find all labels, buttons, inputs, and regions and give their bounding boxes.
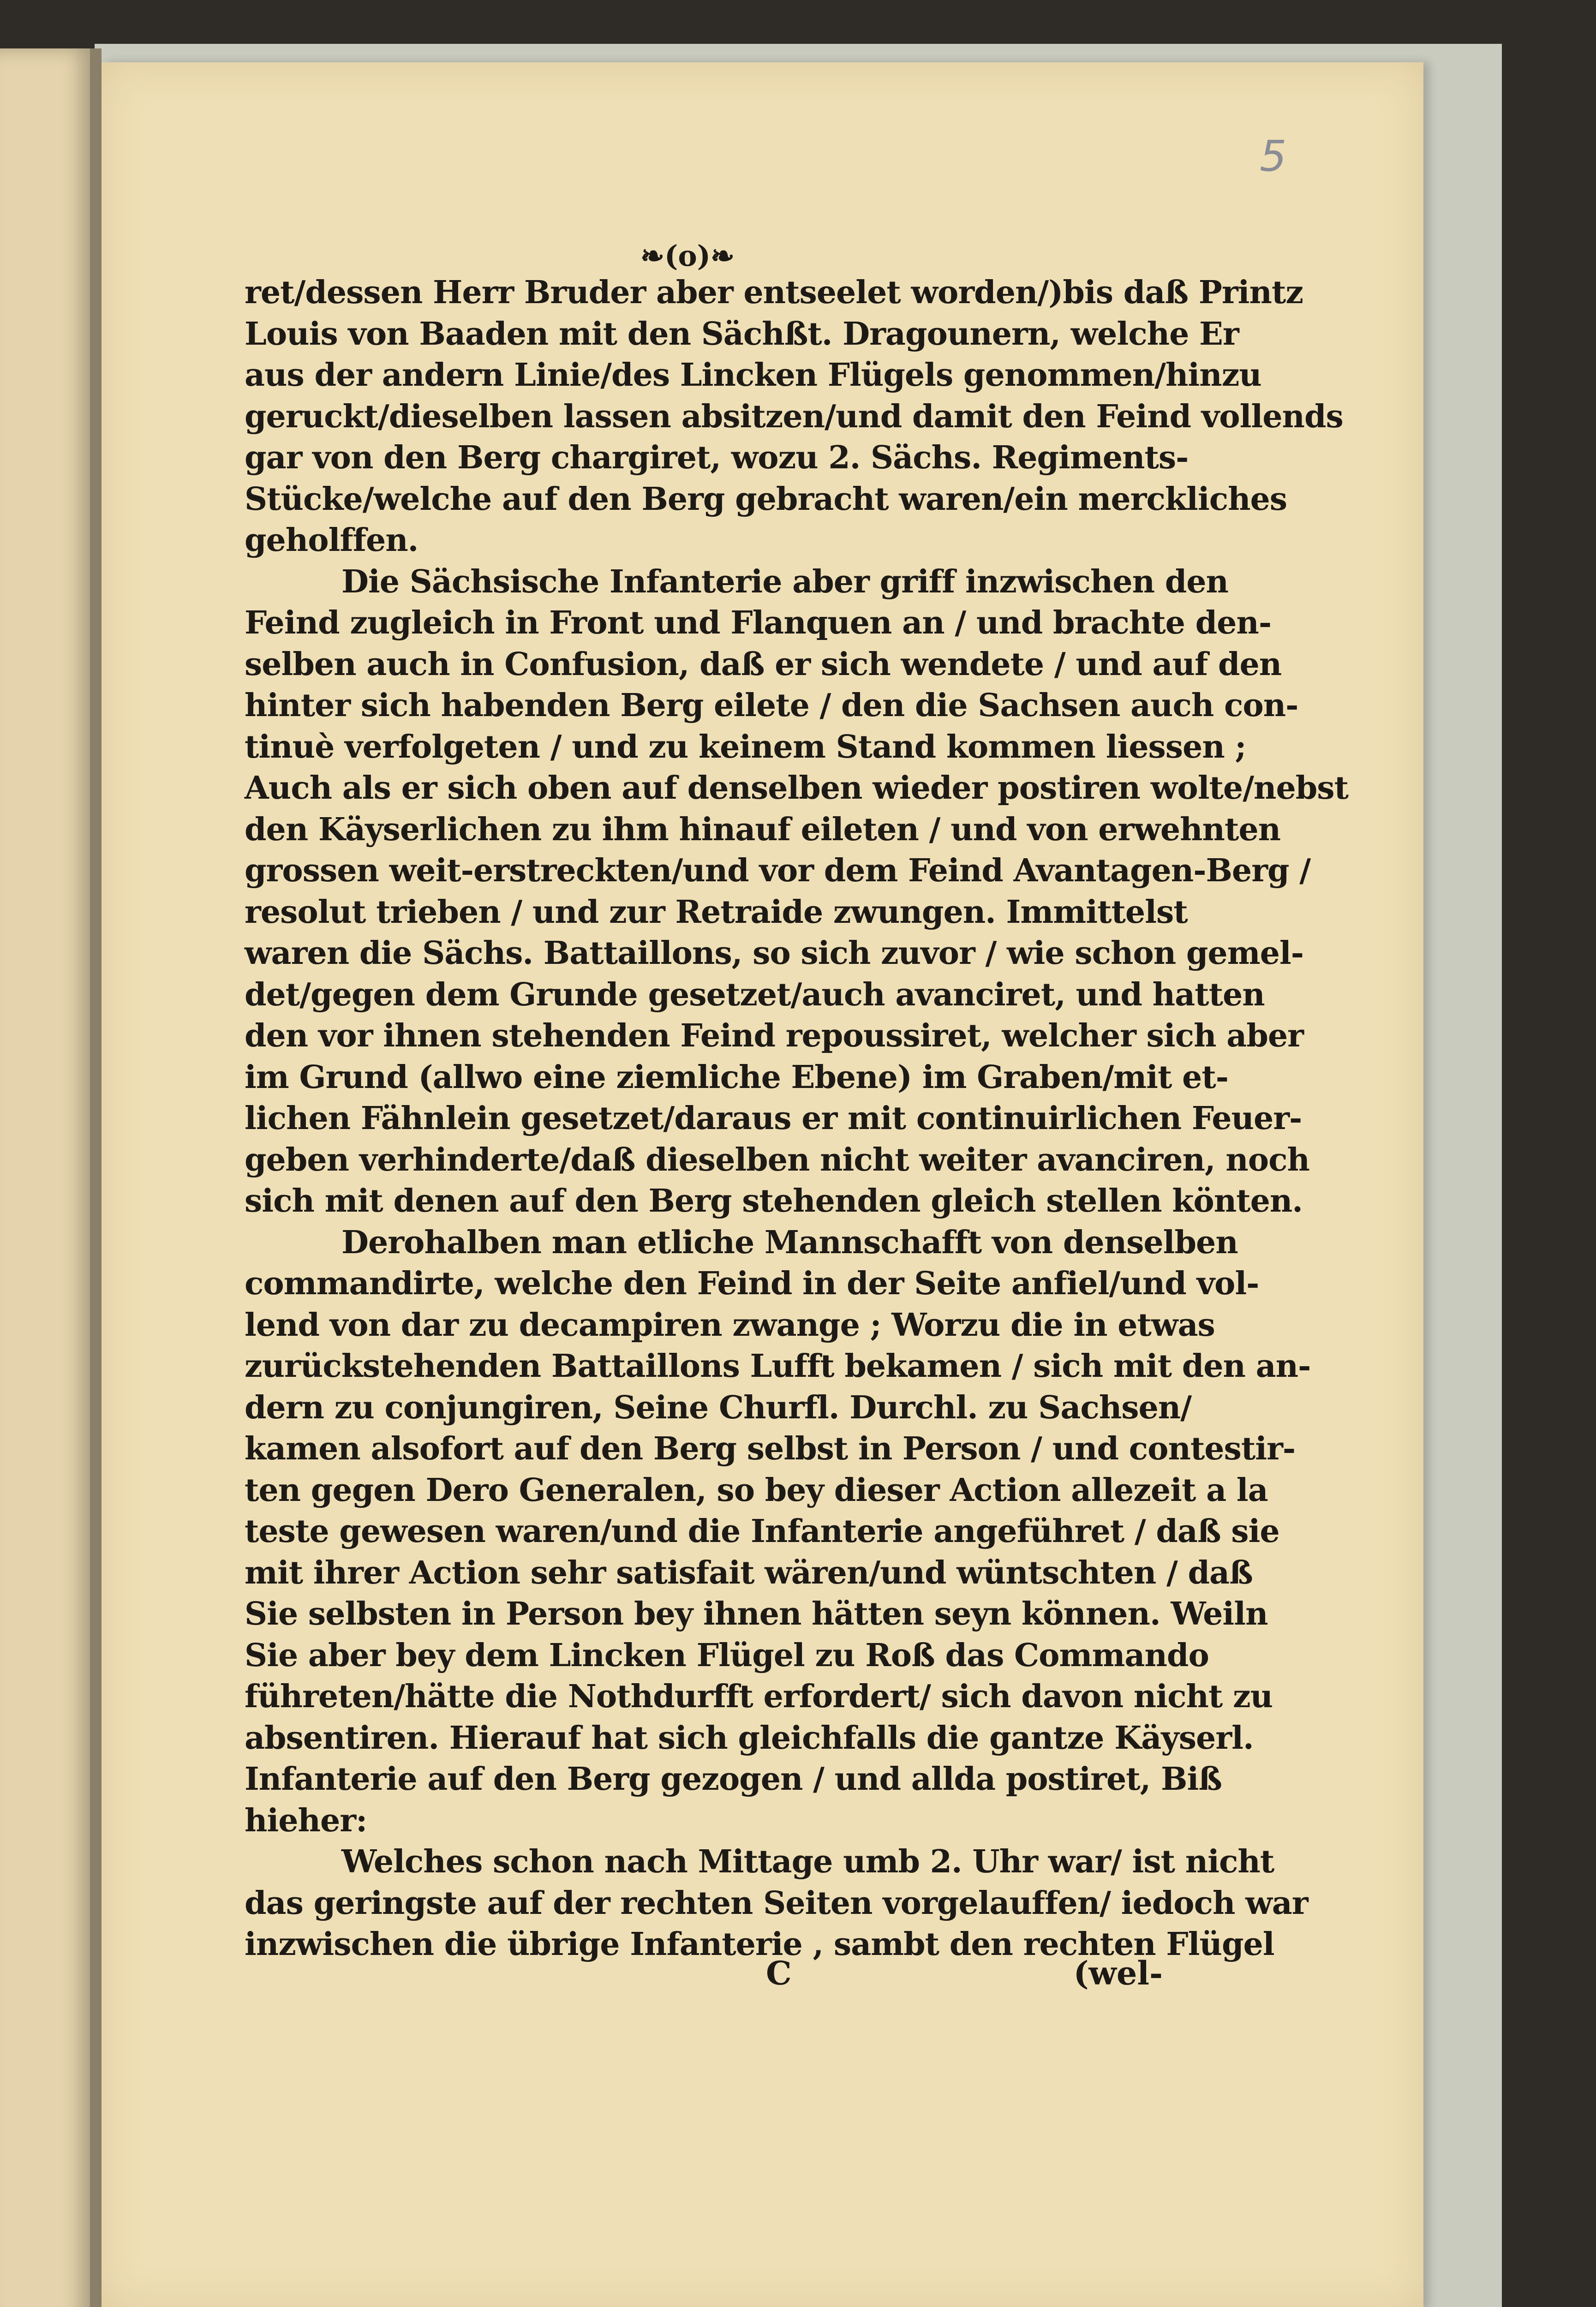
- text-line: führeten/hätte die Nothdurfft erfordert/ sich davon nicht zu: [245, 1678, 1273, 1715]
- facing-page-edge: [0, 48, 95, 2307]
- text-line: mit ihrer Action sehr satisfait wären/und wüntschten / daß: [245, 1554, 1253, 1591]
- text-line: geholffen.: [245, 522, 418, 559]
- text-line: Sie aber bey dem Lincken Flügel zu Roß das Commando: [245, 1637, 1209, 1674]
- text-line: ten gegen Dero Generalen, so bey dieser Action allezeit a la: [245, 1471, 1268, 1509]
- text-line: resolut trieben / und zur Retraide zwungen. Immittelst: [245, 893, 1188, 931]
- page-footer: [245, 1954, 1163, 2000]
- folio-number: 5: [1260, 131, 1287, 181]
- text-line: grossen weit-erstreckten/und vor dem Feind Avantagen-Berg /: [245, 852, 1311, 889]
- catchword: (wel-: [1073, 1954, 1163, 1992]
- text-line: Feind zugleich in Front und Flanquen an / und brachte den-: [245, 604, 1272, 641]
- text-line: gar von den Berg chargiret, wozu 2. Sächs. Regiments-: [245, 439, 1189, 476]
- text-line: den Käyserlichen zu ihm hinauf eileten / und von erwehnten: [245, 811, 1281, 848]
- text-line: hieher:: [245, 1802, 367, 1839]
- body-text: [245, 272, 1348, 1966]
- text-line: im Grund (allwo eine ziemliche Ebene) im Graben/mit et-: [245, 1058, 1228, 1096]
- text-line: den vor ihnen stehenden Feind repoussiret, welcher sich aber: [245, 1017, 1303, 1054]
- text-line: zurückstehenden Battaillons Lufft bekamen / sich mit den an-: [245, 1348, 1311, 1385]
- signature-mark: C: [766, 1954, 792, 1992]
- paragraph-start: Derohalben man etliche Mannschafft von denselben: [341, 1224, 1238, 1261]
- text-line: waren die Sächs. Battaillons, so sich zuvor / wie schon gemel-: [245, 935, 1303, 972]
- text-line: geben verhinderte/daß dieselben nicht weiter avanciren, noch: [245, 1141, 1309, 1178]
- text-line: absentiren. Hierauf hat sich gleichfalls die gantze Käyserl.: [245, 1719, 1254, 1757]
- text-line: selben auch in Confusion, daß er sich wendete / und auf den: [245, 645, 1282, 683]
- text-line: Sie selbsten in Person bey ihnen hätten seyn können. Weiln: [245, 1596, 1268, 1632]
- paragraph-start: Welches schon nach Mittage umb 2. Uhr war/ ist nicht: [341, 1843, 1274, 1880]
- text-line: Auch als er sich oben auf denselben wieder postiren wolte/nebst: [245, 770, 1348, 807]
- text-line: geruckt/dieselben lassen absitzen/und damit den Feind vollends: [245, 398, 1343, 435]
- text-line: teste gewesen waren/und die Infanterie angeführet / daß sie: [245, 1513, 1279, 1550]
- header-ornament: ❧(o)❧: [640, 239, 735, 273]
- text-line: sich mit denen auf den Berg stehenden gleich stellen könten.: [245, 1183, 1303, 1219]
- text-line: Louis von Baaden mit den Sächßt. Dragounern, welche Er: [245, 315, 1239, 353]
- text-line: aus der andern Linie/des Lincken Flügels genommen/hinzu: [245, 357, 1261, 394]
- text-line: das geringste auf der rechten Seiten vorgelauffen/ iedoch war: [245, 1884, 1308, 1922]
- text-line: inzwischen die übrige Infanterie , sambt den rechten Flügel: [245, 1926, 1274, 1963]
- text-line: hinter sich habenden Berg eilete / den die Sachsen auch con-: [245, 687, 1298, 724]
- text-line: det/gegen dem Grunde gesetzet/auch avanciret, und hatten: [245, 976, 1265, 1013]
- paragraph-start: Die Sächsische Infanterie aber griff inzwischen den: [341, 563, 1228, 600]
- text-line: commandirte, welche den Feind in der Seite anfiel/und vol-: [245, 1265, 1259, 1302]
- text-line: lichen Fähnlein gesetzet/daraus er mit continuirlichen Feuer-: [245, 1100, 1302, 1137]
- text-line: tinuè verfolgeten / und zu keinem Stand kommen liessen ;: [245, 728, 1246, 765]
- text-line: lend von dar zu decampiren zwange ; Worzu die in etwas: [245, 1306, 1215, 1344]
- text-line: ret/dessen Herr Bruder aber entseelet worden/)bis daß Printz: [245, 274, 1303, 311]
- text-line: dern zu conjungiren, Seine Churfl. Durchl. zu Sachsen/: [245, 1389, 1192, 1426]
- gutter: [90, 48, 102, 2307]
- text-line: Stücke/welche auf den Berg gebracht waren/ein merckliches: [245, 480, 1287, 518]
- text-line: Infanterie auf den Berg gezogen / und allda postiret, Biß: [245, 1761, 1222, 1798]
- text-line: kamen alsofort auf den Berg selbst in Person / und contestir-: [245, 1430, 1296, 1467]
